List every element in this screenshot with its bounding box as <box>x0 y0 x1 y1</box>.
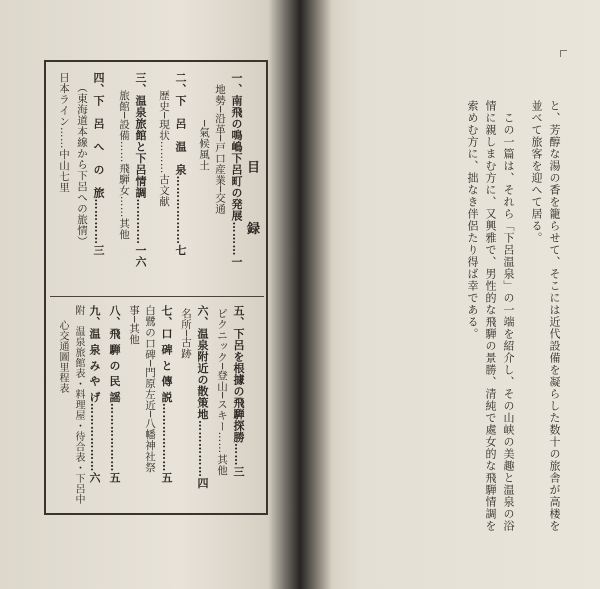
toc-entry-2-title: 二、下 呂 温 泉………………七 <box>174 72 187 256</box>
toc-entry-8-title: 八、飛 騨 の 民 謡………………五 <box>108 305 121 484</box>
toc-entry-2-sub: 歴史─現状………古文献 <box>158 90 170 207</box>
toc-entry-3-title: 三、温泉旅館と下呂情調…………一六 <box>134 72 147 268</box>
toc-entry-6-title: 六、温泉附近の散策地……………四 <box>196 305 209 489</box>
toc-entry-4-sub2: 日本ライン……中山七里 <box>58 72 70 193</box>
prose-line-1: と、芳醇な湯の香を籠らせて、そこには近代設備を凝らした数十の旅舎が高楼を <box>548 100 561 532</box>
toc-entry-4-title: 四、下 呂 へ の 旅…………三 <box>92 72 105 256</box>
toc-heading: 目 録 <box>244 160 259 257</box>
toc-entry-9-title: 九、温 泉 み や げ………………六 <box>88 305 101 484</box>
toc-entry-9-sub: 附 温泉旅館表・料理屋・待合表・下呂中 <box>73 305 84 505</box>
toc-entry-1-sub: 地勢─沿革─戸口産業─交通 <box>214 84 226 215</box>
prose-line-5: 索めむ方に、拙なき伴侶たり得ば幸である。 <box>466 100 479 340</box>
toc-entry-4-sub: （東海道本線から下呂への旅情） <box>76 82 88 247</box>
toc-entry-3-sub: 旅館─設備……飛騨女……其他 <box>118 90 130 240</box>
prose-line-3: この一篇は、それら「下呂温泉」の一端を紹介し、その山峡の美趣と温泉の浴 <box>502 112 515 532</box>
show-through-mark <box>560 50 567 57</box>
toc-entry-5-sub: ピクニック─登山─スキー……其他 <box>216 308 228 476</box>
toc-entry-6-sub: 名所─古跡 <box>180 308 192 359</box>
toc-entry-1-title: 一、南飛の鳴嶋下呂町の発展………一 <box>230 72 243 268</box>
toc-entry-7-sub2: 事─其他 <box>128 305 140 345</box>
toc-entry-5-title: 五、下呂を根據の飛騨探勝……三 <box>232 305 245 478</box>
book-gutter <box>268 0 332 589</box>
toc-divider <box>50 296 264 297</box>
toc-entry-9-sub2: 心交通圖里程表 <box>57 320 68 394</box>
toc-entry-1-sub2: ─氣候風土 <box>198 120 210 171</box>
toc-entry-7-title: 七、口 碑 と 傳 説………………五 <box>160 305 173 484</box>
toc-entry-7-sub: 白鷺の口碑─門原左近─八幡神社祭 <box>144 305 156 473</box>
prose-line-2: 並べて旅客を迎へて居る。 <box>530 100 543 244</box>
prose-line-4: 情に親しまむ方に、又興雅で、男性的な飛騨の景勝、清純で處女的な飛騨情調を <box>484 100 497 532</box>
